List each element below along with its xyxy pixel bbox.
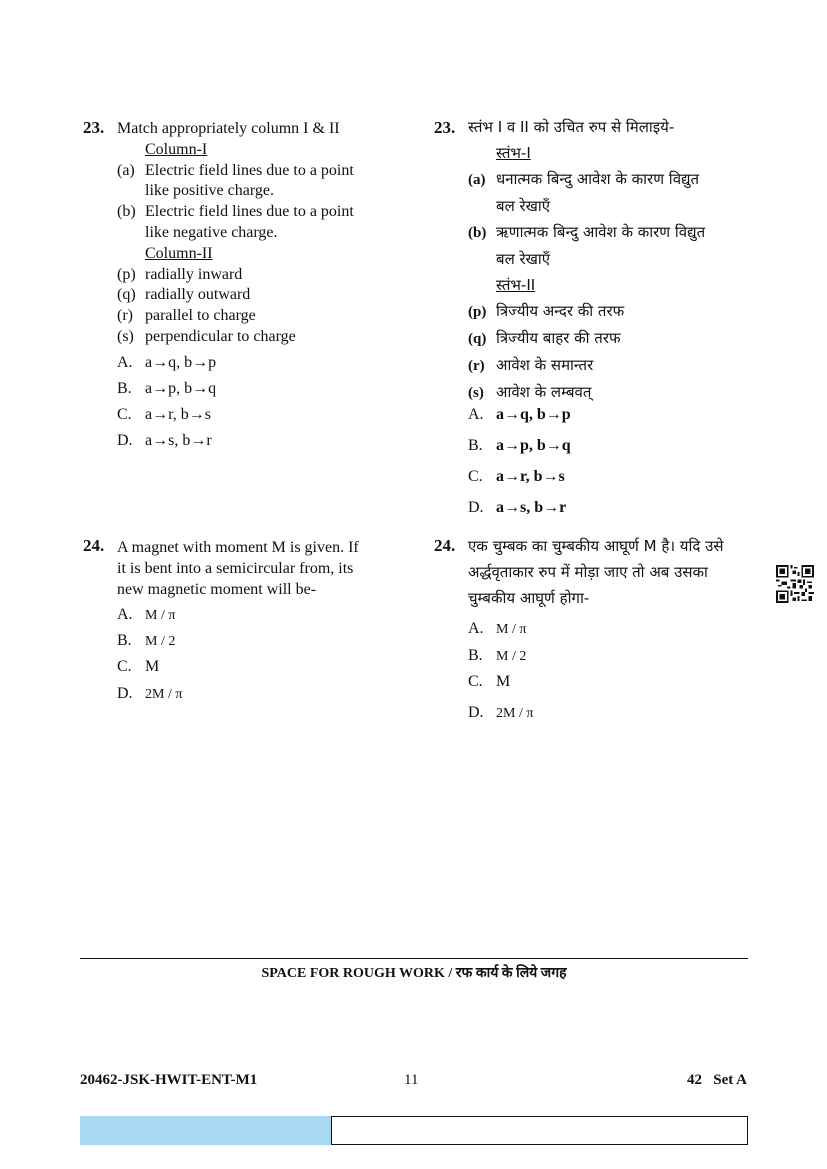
q23-en-option-c[interactable]: C. a→r, b→s — [117, 406, 212, 423]
footer-blank-box — [331, 1116, 748, 1145]
q23-hi-col1-item: (a) धनात्मक बिन्दु आवेश के कारण विद्युत — [468, 170, 700, 188]
q24-en-option-c[interactable]: C. M — [117, 658, 160, 675]
q24-en-line: A magnet with moment M is given. If — [117, 539, 359, 556]
footer-color-band — [80, 1116, 331, 1145]
q24-hi-option-b[interactable]: B. M / 2 — [468, 647, 527, 664]
q24-en-line: new magnetic moment will be- — [117, 580, 317, 598]
q23-hi-block — [468, 114, 768, 406]
q23-hi-col2-item: (s) आवेश के लम्बवत् — [468, 383, 592, 401]
q23-en-col1-item: (b) Electric field lines due to a point — [117, 203, 354, 221]
q23-en-col2-item: (q) radially outward — [117, 286, 251, 304]
q23-en-option-a[interactable]: A. a→q, b→p — [117, 354, 217, 371]
q23-hi-col2-item: (r) आवेश के समान्तर — [468, 356, 594, 374]
q24-hi-number: 24. — [434, 536, 456, 555]
q23-hi-col1-item-cont: बल रेखाएँ — [496, 197, 551, 215]
q24-en-option-a[interactable]: A. M / π — [117, 606, 176, 623]
q23-en-col2-item: (s) perpendicular to charge — [117, 327, 296, 345]
q24-en-question — [117, 538, 417, 600]
q23-hi-option-b[interactable]: B. a→p, b→q — [468, 437, 571, 454]
rough-work-divider — [80, 958, 748, 959]
q23-hi-option-c[interactable]: C. a→r, b→s — [468, 468, 565, 485]
q23-en-option-b[interactable]: B. a→p, b→q — [117, 380, 217, 397]
q23-en-block — [117, 119, 417, 348]
q24-en-option-b[interactable]: B. M / 2 — [117, 632, 176, 649]
q23-hi-col1-heading: स्तंभ-I — [496, 144, 531, 162]
q23-hi-prompt: स्तंभ I व II को उचित रुप से मिलाइये- — [468, 118, 675, 136]
q23-en-col2-heading: Column-II — [145, 244, 213, 262]
q24-hi-question — [468, 533, 768, 611]
q23-hi-col2-heading: स्तंभ-II — [496, 276, 536, 294]
q23-en-col1-item-cont: like positive charge. — [145, 182, 274, 200]
footer-page-number: 11 — [404, 1072, 419, 1088]
q23-en-col2-item: (p) radially inward — [117, 265, 243, 283]
q23-hi-col2-item: (q) त्रिज्यीय बाहर की तरफ — [468, 329, 621, 347]
footer-set: 42 Set A — [687, 1072, 747, 1088]
q24-hi-line: चुम्बकीय आघूर्ण होगा- — [468, 589, 590, 607]
q23-en-col1-item: (a) Electric field lines due to a point — [117, 161, 354, 179]
q23-en-col1-item-cont: like negative charge. — [145, 223, 278, 241]
q23-hi-option-a[interactable]: A. a→q, b→p — [468, 406, 571, 423]
q24-hi-option-d[interactable]: D. 2M / π — [468, 704, 534, 721]
q23-hi-col1-item-cont: बल रेखाएँ — [496, 250, 551, 268]
rough-work-heading: SPACE FOR ROUGH WORK / रफ कार्य के लिये जगह — [261, 966, 567, 981]
q23-en-prompt: Match appropriately column I & II — [117, 120, 340, 137]
q24-hi-line: एक चुम्बक का चुम्बकीय आघूर्ण M है। यदि उसे — [468, 537, 724, 555]
q23-hi-col2-item: (p) त्रिज्यीय अन्दर की तरफ — [468, 302, 625, 320]
q24-en-number: 24. — [83, 536, 105, 555]
q23-hi-number: 23. — [434, 118, 456, 137]
footer-paper-code: 20462-JSK-HWIT-ENT-M1 — [80, 1072, 258, 1088]
q23-en-option-d[interactable]: D. a→s, b→r — [117, 432, 212, 449]
q23-hi-option-d[interactable]: D. a→s, b→r — [468, 499, 567, 516]
q24-hi-line: अर्द्धवृताकार रुप में मोड़ा जाए तो अब उसका — [468, 563, 708, 581]
q23-en-number: 23. — [83, 118, 105, 137]
q23-en-col2-item: (r) parallel to charge — [117, 307, 256, 325]
q24-en-line: it is bent into a semicircular from, its — [117, 559, 354, 577]
q23-en-col1-heading: Column-I — [145, 140, 208, 158]
q24-hi-option-c[interactable]: C. M — [468, 673, 511, 690]
qr-code-icon — [776, 565, 814, 603]
q24-hi-option-a[interactable]: A. M / π — [468, 620, 527, 637]
q24-en-option-d[interactable]: D. 2M / π — [117, 685, 183, 702]
q23-hi-col1-item: (b) ऋणात्मक बिन्दु आवेश के कारण विद्युत — [468, 223, 706, 241]
